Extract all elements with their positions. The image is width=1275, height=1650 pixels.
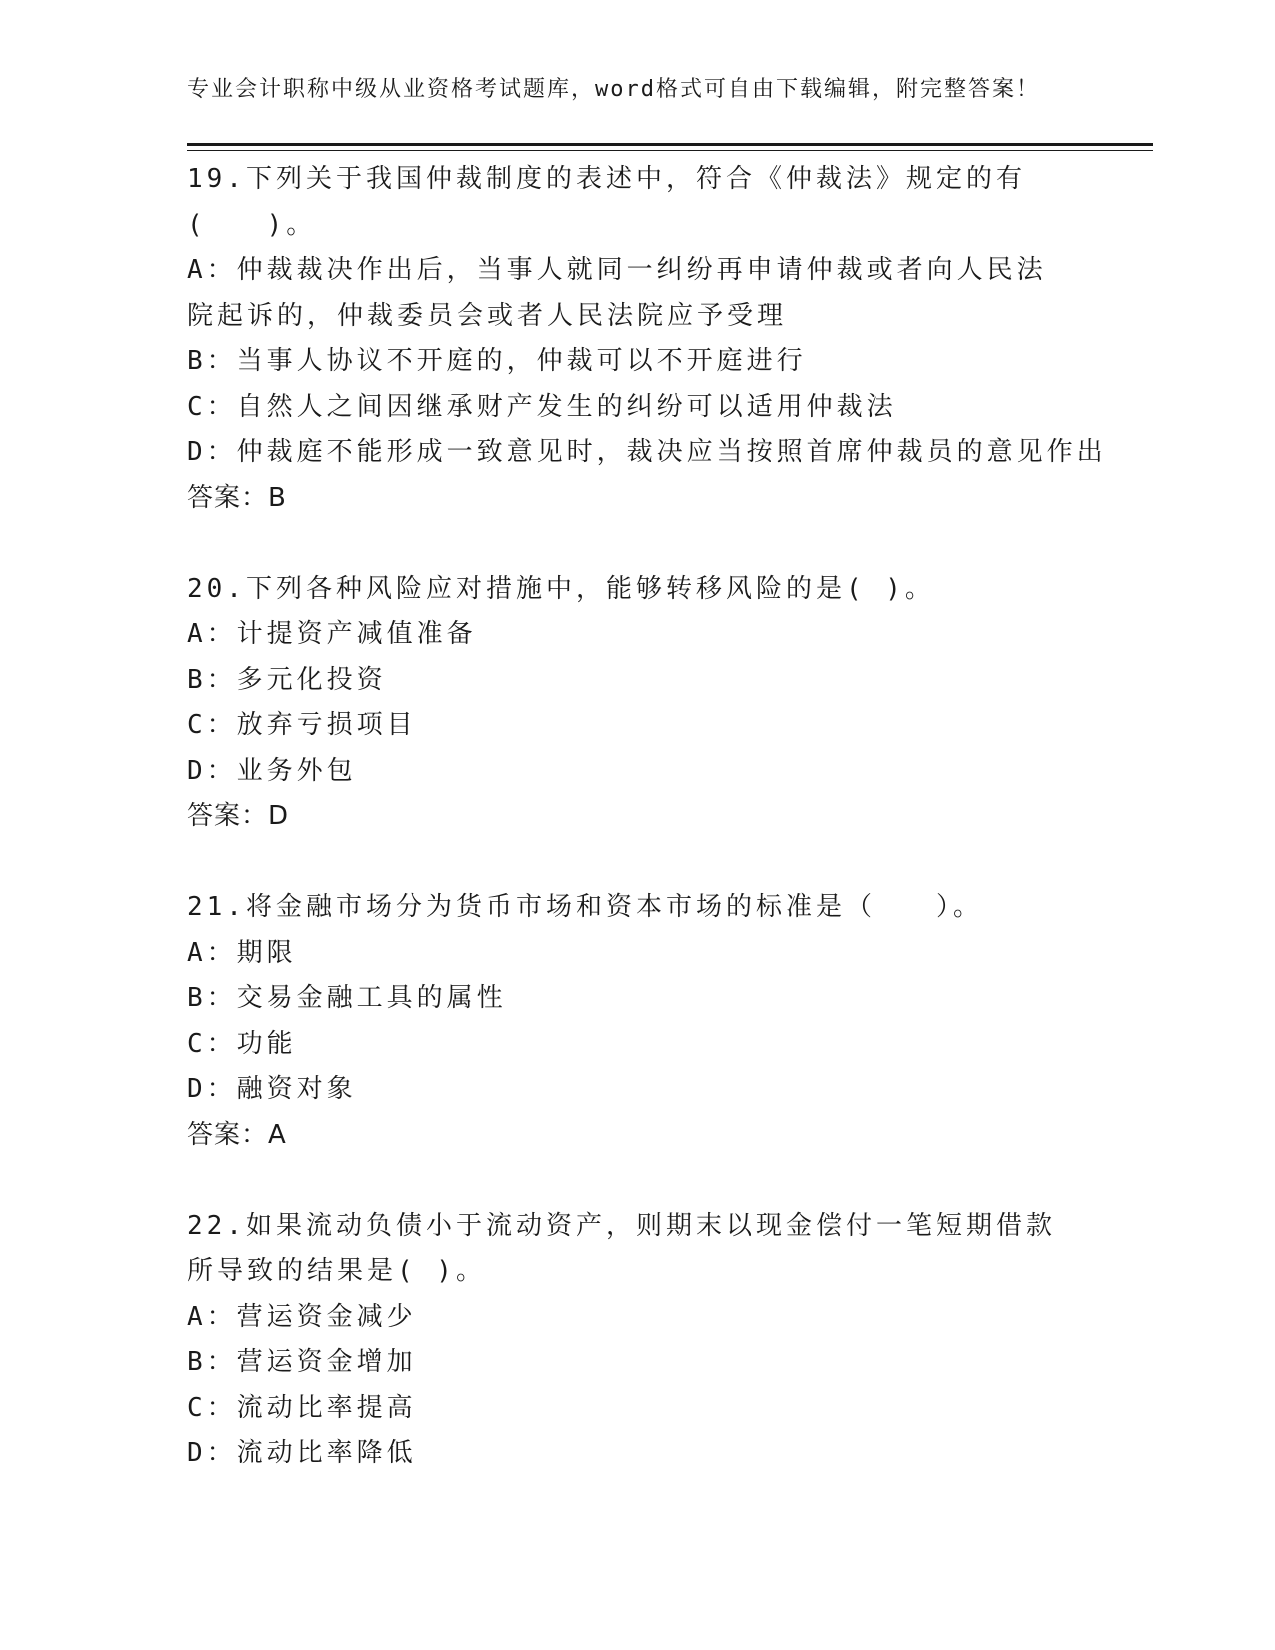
- question-19: [187, 157, 1107, 521]
- document-header: 专业会计职称中级从业资格考试题库，word格式可自由下载编辑，附完整答案！: [187, 77, 1040, 102]
- question-stem: 22.如果流动负债小于流动资产，则期末以现金偿付一笔短期借款所导致的结果是( )。: [187, 1210, 1056, 1286]
- option-d: D：仲裁庭不能形成一致意见时，裁决应当按照首席仲裁员的意见作出: [187, 437, 1107, 467]
- option-d: D：流动比率降低: [187, 1438, 417, 1468]
- option-a: A：期限: [187, 937, 297, 968]
- question-list: [187, 157, 1107, 1477]
- answer: 答案：D: [187, 801, 290, 831]
- option-a: A：营运资金减少: [187, 1301, 417, 1332]
- question-stem: 21.将金融市场分为货币市场和资本市场的标准是（ ）。: [187, 892, 983, 922]
- option-c: C：流动比率提高: [187, 1392, 417, 1423]
- option-a: A：仲裁裁决作出后，当事人就同一纠纷再申请仲裁或者向人民法院起诉的，仲裁委员会或者人民法院应予受理: [187, 255, 1047, 331]
- option-d: D：业务外包: [187, 755, 357, 786]
- question-21: [187, 885, 1087, 1158]
- header-rule-thin: [187, 150, 1153, 151]
- option-c: C：功能: [187, 1028, 297, 1059]
- spacer: [187, 1158, 1087, 1204]
- spacer: [187, 521, 1087, 567]
- option-c: C：放弃亏损项目: [187, 710, 417, 740]
- option-b: B：当事人协议不开庭的，仲裁可以不开庭进行: [187, 346, 807, 376]
- option-a: A：计提资产减值准备: [187, 619, 477, 649]
- answer: 答案：A: [187, 1119, 287, 1150]
- header-rule-thick: [187, 143, 1153, 146]
- option-d: D：融资对象: [187, 1074, 357, 1104]
- question-20: [187, 567, 1087, 840]
- option-b: B：交易金融工具的属性: [187, 983, 507, 1013]
- answer: 答案：B: [187, 482, 287, 513]
- option-c: C：自然人之间因继承财产发生的纠纷可以适用仲裁法: [187, 391, 897, 422]
- question-stem: 20.下列各种风险应对措施中，能够转移风险的是( )。: [187, 573, 935, 604]
- option-b: B：多元化投资: [187, 664, 387, 695]
- option-b: B：营运资金增加: [187, 1347, 417, 1377]
- question-stem: 19.下列关于我国仲裁制度的表述中，符合《仲裁法》规定的有( )。: [187, 164, 1026, 240]
- question-22: [187, 1204, 1087, 1477]
- spacer: [187, 840, 1087, 886]
